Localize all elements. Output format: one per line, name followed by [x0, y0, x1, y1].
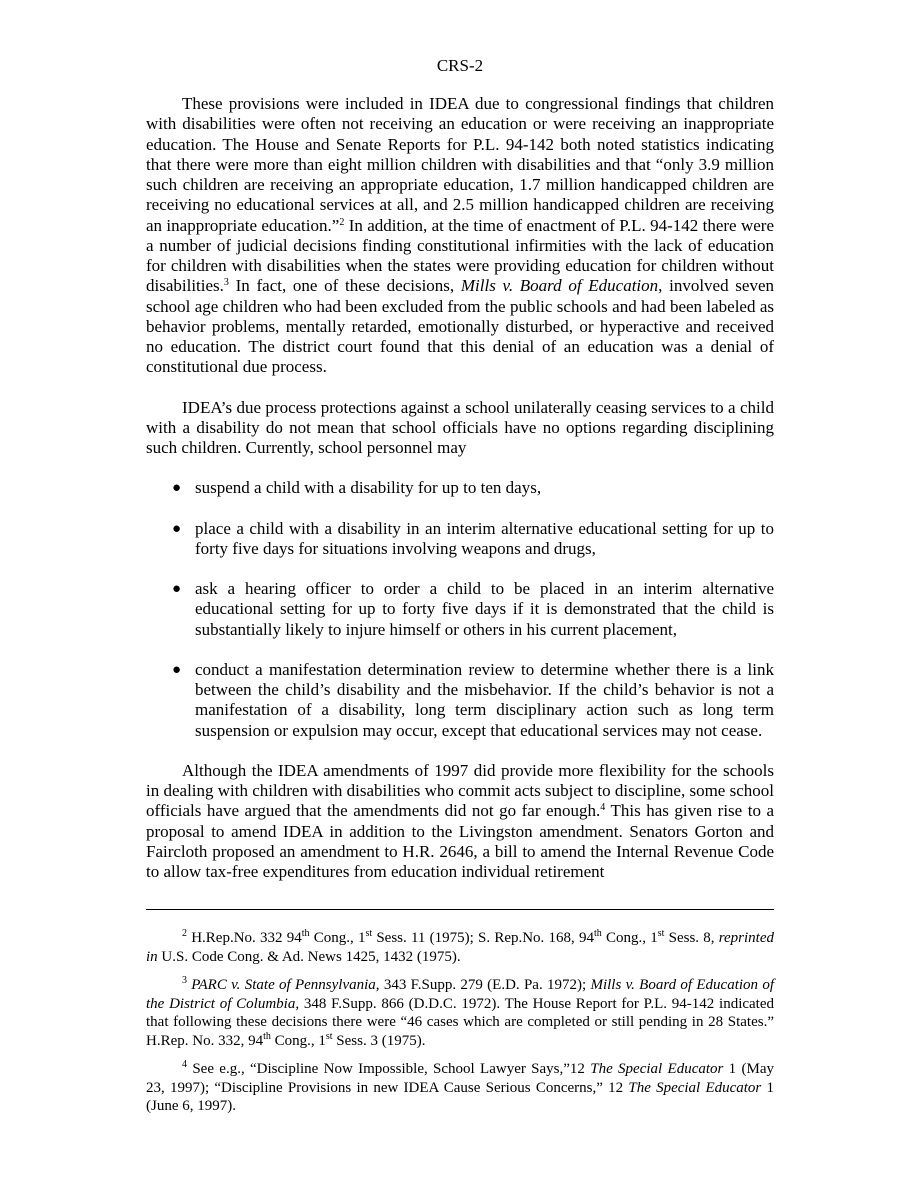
- ordinal-suffix: st: [657, 928, 665, 939]
- case-name-mills: Mills v. Board of Education,: [460, 276, 663, 296]
- body-text: [146, 94, 774, 882]
- footnote-number: 4: [182, 1059, 187, 1070]
- footnote-text: U.S. Code Cong. & Ad. News 1425, 1432 (1975).: [157, 948, 461, 965]
- footnote-ref-4[interactable]: 4: [600, 802, 606, 814]
- paragraph-1-text-c: In fact, one of these decisions,: [228, 276, 461, 296]
- list-item: [146, 579, 774, 640]
- list-item-text: ask a hearing officer to order a child to be placed in an interim alternative educational setting for up to forty five days if it is demonstrated that the child is substantially likely to injure himself or others in his current placement,: [195, 579, 774, 639]
- list-item-text: suspend a child with a disability for up to ten days,: [195, 478, 542, 498]
- footnote-4: [146, 1060, 774, 1116]
- footnote-text: See e.g., “Discipline Now Impossible, School Lawyer Says,”12: [187, 1061, 591, 1077]
- case-name-parc: PARC v. State of Pennsylvania,: [187, 977, 380, 993]
- list-item: [146, 519, 774, 560]
- ordinal-suffix: th: [594, 928, 602, 939]
- footnote-text: 348 F.Supp. 866 (D.D.C. 1972). The House Report for P.L. 94-142 indicated that following these decisions there were “46 cases which are completed or still pending in 28 States.” H.Rep. No. 332, 94: [146, 995, 775, 1049]
- publication-title: The Special Educator: [590, 1061, 724, 1077]
- publication-title: The Special Educator: [628, 1079, 762, 1096]
- ordinal-suffix: st: [325, 1030, 333, 1042]
- footnote-ref-2[interactable]: 2: [339, 216, 345, 228]
- footnote-text: Cong., 1: [270, 1032, 326, 1049]
- footnote-ref-3[interactable]: 3: [223, 277, 229, 289]
- case-name-mills-full: Mills v. Board of Education of the District of Columbia,: [146, 977, 774, 1012]
- footnote-italic: reprinted in: [146, 930, 774, 965]
- page-number: CRS-2: [436, 56, 484, 75]
- list-item-text: conduct a manifestation determination review to determine whether there is a link between the child’s disability and the misbehavior. If the child’s behavior is not a manifestation of a disability, long term disciplinary action such as long term suspension or expulsion may occur, except that educational services may not cease.: [195, 659, 774, 740]
- list-item: [146, 478, 774, 498]
- paragraph-3: [146, 761, 774, 883]
- footnote-text: Cong., 1: [601, 930, 658, 946]
- footnote-text: Sess. 8,: [664, 930, 719, 946]
- footnote-divider: [146, 909, 774, 910]
- footnote-text: 1 (May 23, 1997); “Discipline Provisions in new IDEA Cause Serious Concerns,” 12: [146, 1061, 774, 1096]
- paragraph-2: IDEA’s due process protections against a school unilaterally ceasing services to a child with a disability do not mean that school officials have no options regarding disciplining such children. Currently, school personnel may: [146, 397, 774, 457]
- list-item: [146, 660, 774, 741]
- paragraph-1-text-d: involved seven school age children who had been excluded from the public schools and had been labeled as behavior problems, mentally retarded, emotionally disturbed, or hyperactive and received no education. The district court found that this denial of an education was a denial of constitutional due process.: [146, 276, 775, 377]
- paragraph-1: [146, 94, 774, 378]
- bullet-icon: ●: [172, 661, 182, 678]
- footnote-3: [146, 976, 774, 1050]
- footnote-text: 1 (June 6, 1997).: [146, 1079, 774, 1114]
- footnotes: [146, 929, 774, 1126]
- footnote-text: H.Rep.No. 332 94: [187, 930, 302, 946]
- ordinal-suffix: th: [301, 928, 310, 939]
- bullet-icon: ●: [172, 520, 182, 537]
- footnote-2: [146, 929, 774, 966]
- footnote-number: 3: [182, 975, 187, 986]
- bullet-icon: ●: [172, 581, 182, 597]
- footnote-number: 2: [182, 928, 187, 939]
- paragraph-3-text-a: Although the IDEA amendments of 1997 did provide more flexibility for the schools in dealing with children with disabilities who commit acts subject to discipline, some school officials have argued that the amendments did not go far enough.: [146, 760, 774, 821]
- footnote-text: 343 F.Supp. 279 (E.D. Pa. 1972);: [379, 977, 591, 993]
- bullet-icon: ●: [172, 480, 182, 497]
- footnote-text: Sess. 3 (1975).: [332, 1032, 426, 1049]
- ordinal-suffix: th: [263, 1030, 271, 1042]
- discipline-options-list: [146, 478, 774, 741]
- paragraph-1-text-a: These provisions were included in IDEA due to congressional findings that children with disabilities were often not receiving an education or were receiving an inappropriate education. The House and Senate Reports for P.L. 94-142 both noted statistics indicating that there were more than eight million children with disabilities and that “only 3.9 million such children are receiving an appropriate education, 1.7 million handicapped children are receiving no educational services at all, and 2.5 million handicapped children are receiving an inappropriate education.”: [146, 94, 774, 235]
- paragraph-3-text-b: This has given rise to a proposal to amend IDEA in addition to the Livingston amendment. Senators Gorton and Faircloth proposed an amendment to H.R. 2646, a bill to amend the Internal Revenue Code to allow tax-free expenditures from education individual retirement: [146, 801, 774, 881]
- paragraph-1-text-b: In addition, at the time of enactment of P.L. 94-142 there were a number of judicial decisions finding constitutional infirmities with the lack of education for children with disabilities when the states were providing education for children without disabilities.: [146, 215, 774, 296]
- list-item-text: place a child with a disability in an interim alternative educational setting for up to forty five days for situations involving weapons and drugs,: [195, 518, 774, 558]
- footnote-text: Cong., 1: [309, 930, 366, 946]
- ordinal-suffix: st: [365, 928, 373, 939]
- footnote-text: Sess. 11 (1975); S. Rep.No. 168, 94: [372, 930, 594, 946]
